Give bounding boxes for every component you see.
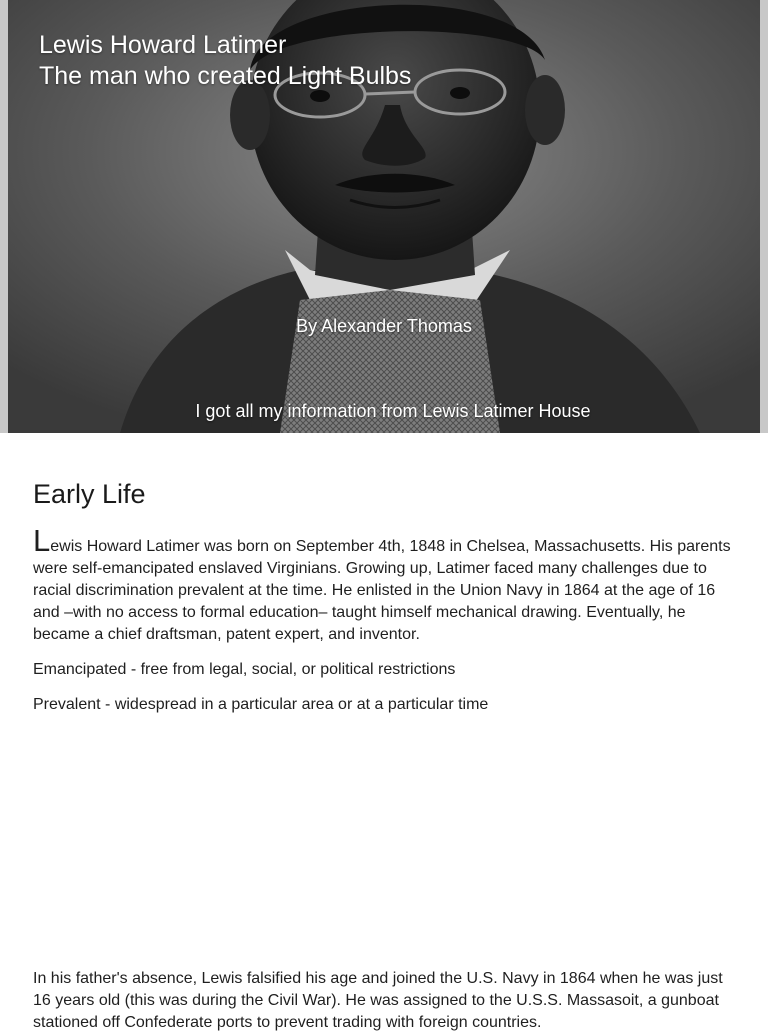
navy-paragraph: In his father's absence, Lewis falsified his age and joined the U.S. Navy in 1864 when he was just 16 years old (this was during the Civil War). He was assigned to the U.S.S. Massasoit, a gunboat stationed off Confederate ports to prevent trading with foreign countries. [33, 970, 723, 1031]
title-line-name: Lewis Howard Latimer [39, 31, 287, 59]
definition-emancipated: Emancipated - free from legal, social, or political restrictions [33, 661, 456, 678]
source-note: I got all my information from Lewis Latimer House [195, 401, 591, 421]
section-heading: Early Life [33, 479, 146, 509]
intro-paragraph [33, 523, 733, 646]
title-line-subtitle: The man who created Light Bulbs [39, 62, 412, 90]
author-byline: By Alexander Thomas [296, 316, 472, 336]
definition-prevalent: Prevalent - widespread in a particular area or at a particular time [33, 696, 489, 713]
intro-text: ewis Howard Latimer was born on September 4th, 1848 in Chelsea, Massachusetts. His parents were self-emancipated enslaved Virginians. Growing up, Latimer faced many challenges due to racial discrimination prevalent at the time. He enlisted in the Union Navy in 1864 at the age of 16 and –with no access to formal education– taught himself mechanical drawing. Eventually, he became a chief draftsman, patent expert, and inventor. [33, 538, 731, 643]
hero-banner [0, 0, 768, 433]
page-title [39, 30, 411, 92]
dropcap-letter: L [33, 523, 51, 558]
early-life-section [33, 433, 733, 716]
